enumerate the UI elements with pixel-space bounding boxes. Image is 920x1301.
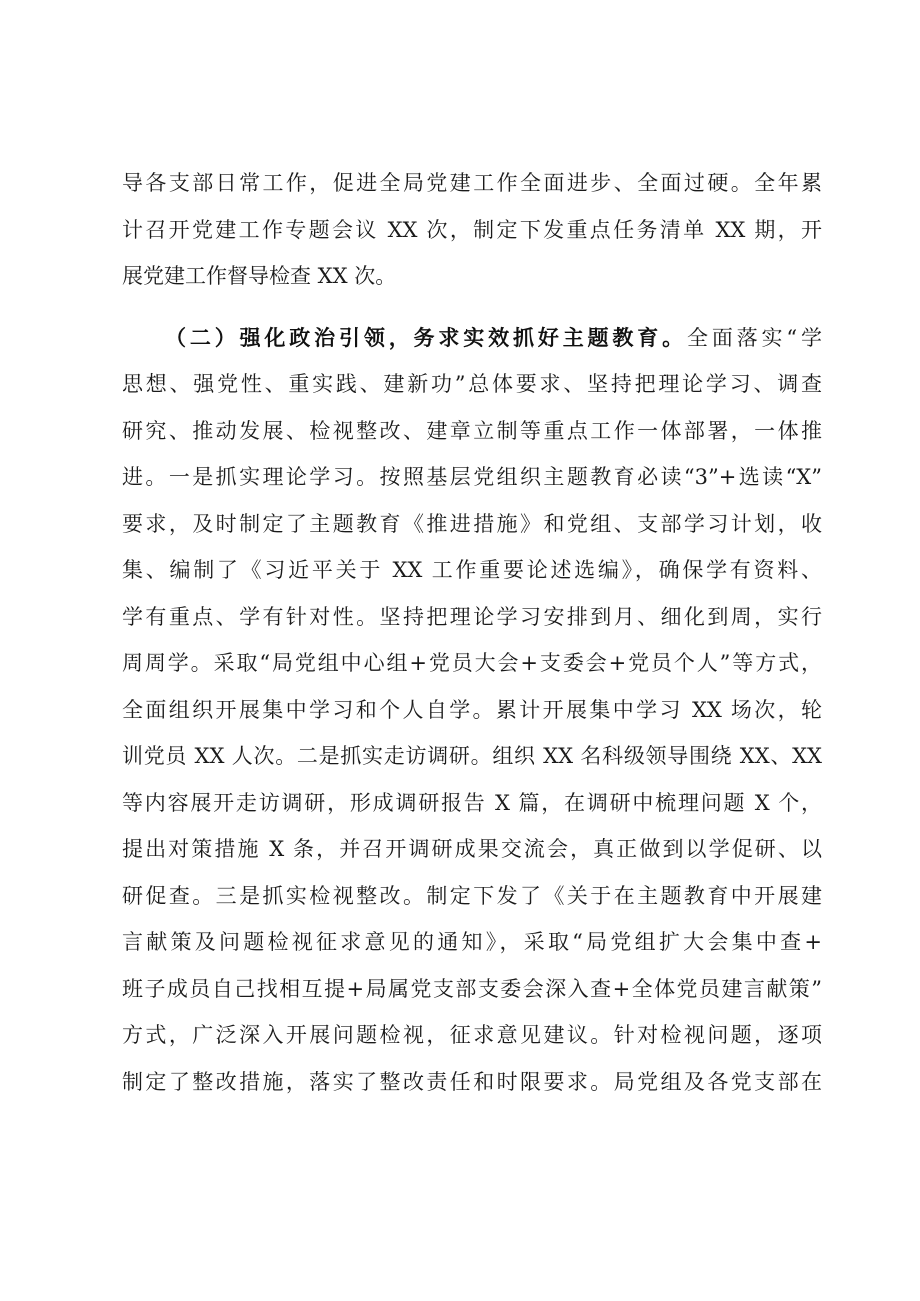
text-line: 研究、推动发展、检视整改、建章立制等重点工作一体部署，一体推 xyxy=(122,419,822,443)
text-line: 要求，及时制定了主题教育《推进措施》和党组、支部学习计划，收 xyxy=(122,512,822,536)
text-line: 全面组织开展集中学习和个人自学。累计开展集中学习 XX 场次，轮 xyxy=(122,698,822,722)
text-line: 进。一是抓实理论学习。按照基层党组织主题教育必读“3”+选读“X” xyxy=(122,465,822,489)
text-line: 导各支部日常工作，促进全局党建工作全面进步、全面过硬。全年累 xyxy=(122,171,822,195)
text-line: 等内容展开走访调研，形成调研报告 X 篇，在调研中梳理问题 X 个， xyxy=(122,791,822,815)
section-heading-line xyxy=(165,320,822,356)
text-line: 提出对策措施 X 条，并召开调研成果交流会，真正做到以学促研、以 xyxy=(122,837,822,861)
text-line: 研促查。三是抓实检视整改。制定下发了《关于在主题教育中开展建 xyxy=(122,884,822,908)
text-line: 训党员 XX 人次。二是抓实走访调研。组织 XX 名科级领导围绕 XX、XX xyxy=(122,744,822,768)
text-line: 集、编制了《习近平关于 XX 工作重要论述选编》，确保学有资料、 xyxy=(122,558,822,582)
text-line: 言献策及问题检视征求意见的通知》，采取“局党组扩大会集中查+ xyxy=(122,930,822,954)
text-line: 方式，广泛深入开展问题检视，征求意见建议。针对检视问题，逐项 xyxy=(122,1023,822,1047)
text-line: 周周学。采取“局党组中心组+党员大会+支委会+党员个人”等方式， xyxy=(122,651,822,675)
text-line: 计召开党建工作专题会议 XX 次，制定下发重点任务清单 XX 期，开 xyxy=(122,218,822,242)
text-line: 班子成员自己找相互提+局属党支部支委会深入查+全体党员建言献策” xyxy=(122,977,822,1001)
section-heading: （二）强化政治引领，务求实效抓好主题教育。 xyxy=(165,326,687,350)
text-run: 全面落实“学 xyxy=(686,326,822,350)
text-line: 思想、强党性、重实践、建新功”总体要求、坚持把理论学习、调查 xyxy=(122,372,822,396)
text-line: 展党建工作督导检查 XX 次。 xyxy=(122,264,397,288)
text-line: 制定了整改措施，落实了整改责任和时限要求。局党组及各党支部在 xyxy=(122,1070,822,1094)
text-line: 学有重点、学有针对性。坚持把理论学习安排到月、细化到周，实行 xyxy=(122,605,822,629)
